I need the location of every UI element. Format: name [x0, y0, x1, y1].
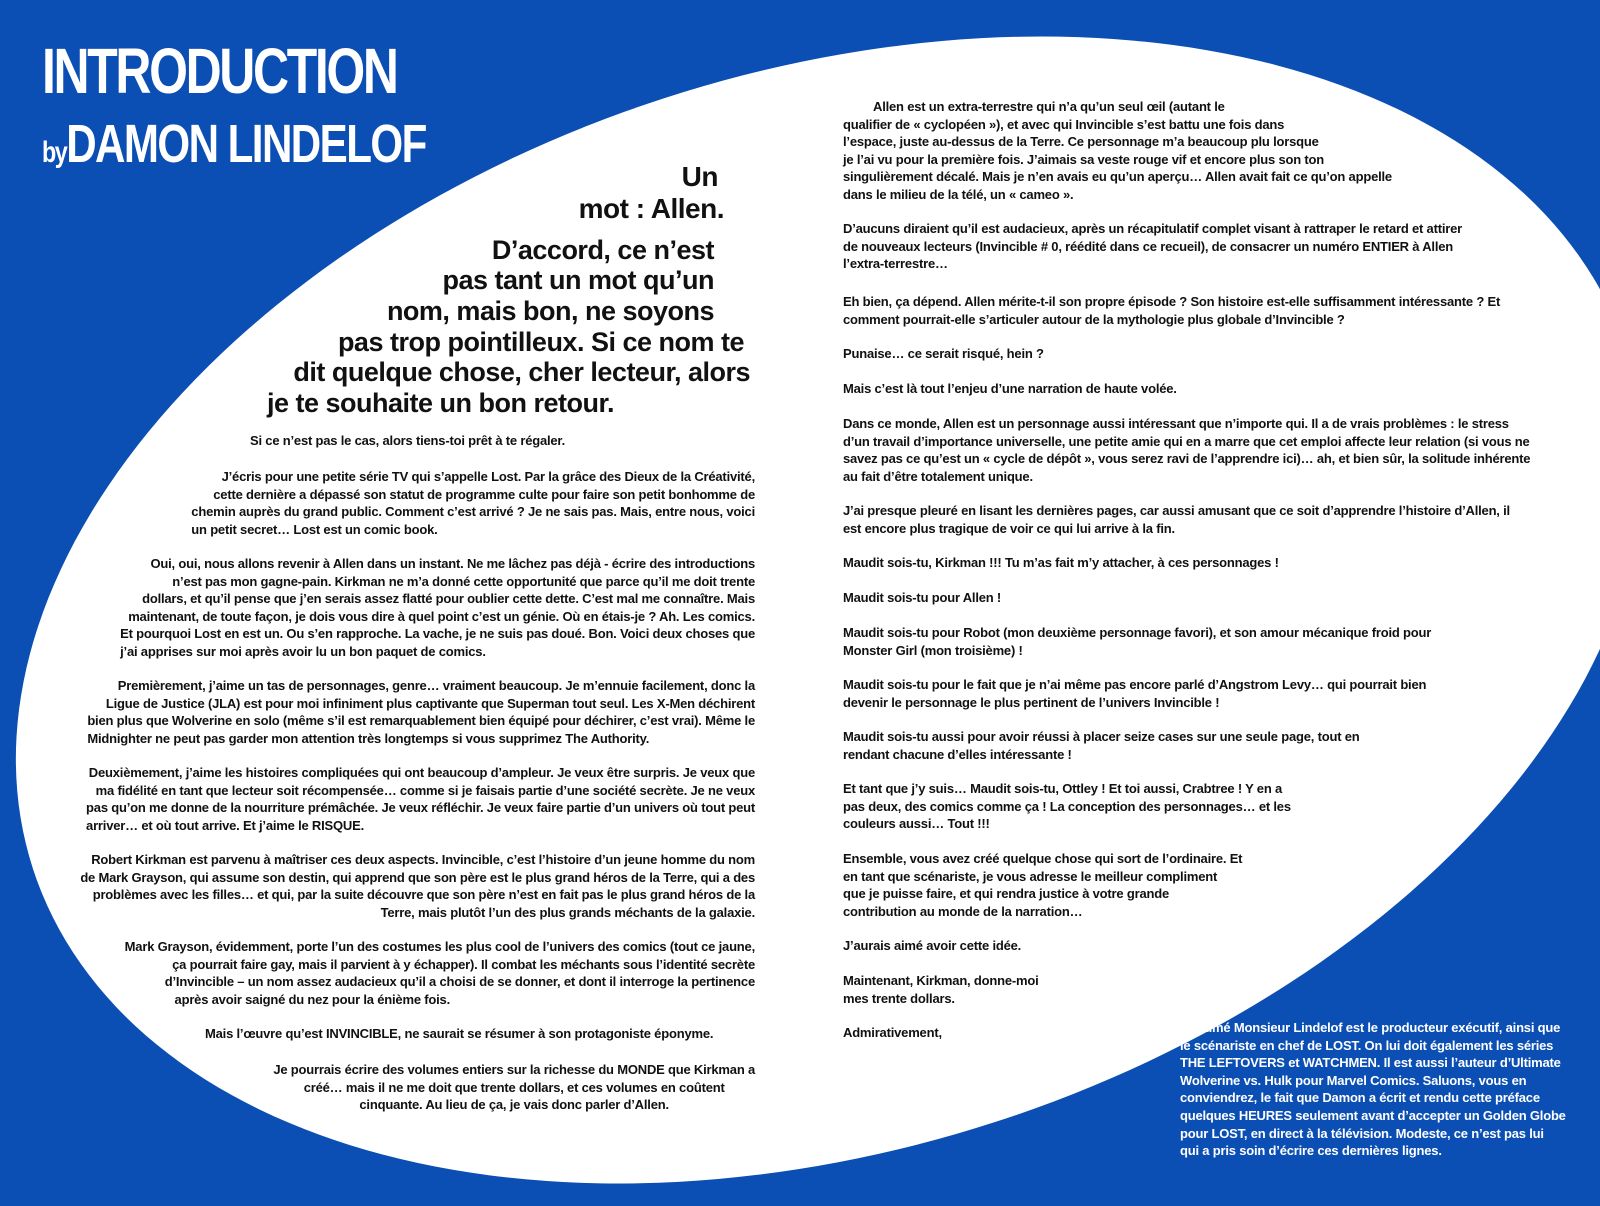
- text-line: J’aurais aimé avoir cette idée.: [843, 938, 1022, 953]
- right-paragraph-3: [843, 293, 1500, 328]
- right-paragraph-5: [843, 380, 1177, 398]
- signature-name: Damon Lindelof: [1180, 975, 1276, 990]
- right-paragraph-9: [843, 589, 1001, 607]
- right-paragraph-14: [843, 850, 1242, 920]
- text-line: problèmes avec les filles… et qui, par la suite découvre que son père n’est en fait pas le plus grand héros de la: [92, 887, 755, 903]
- right-paragraph-13: [843, 780, 1291, 833]
- bio-line: Wolverine vs. Hulk pour Marvel Comics. Saluons, vous en: [1180, 1072, 1527, 1088]
- text-line: comment pourrait-elle s’articuler autour de la mythologie plus globale d’Invincible ?: [843, 311, 1345, 327]
- text-line: pas qu’on me donne de la nourriture prémâchée. Je veux réfléchir. Je veux faire partie d’un univers où tout peut: [86, 800, 755, 816]
- bio-line: quelques HEURES seulement avant d’accepter un Golden Globe: [1180, 1107, 1566, 1123]
- text-line: Mais c’est là tout l’enjeu d’une narration de haute volée.: [843, 381, 1177, 396]
- text-line: n’est pas mon gagne-pain. Kirkman ne m’a donné cette opportunité que parce qu’il me doit trente: [172, 573, 755, 589]
- intro-line: mot : Allen.: [578, 193, 724, 224]
- right-paragraph-4: [843, 345, 1044, 363]
- text-line: Maintenant, Kirkman, donne-moi: [843, 973, 1039, 988]
- text-line: pas deux, des comics comme ça ! La conception des personnages… et les: [843, 798, 1291, 814]
- bio-line: L’estimé Monsieur Lindelof est le producteur exécutif, ainsi que: [1180, 1020, 1561, 1035]
- text-line: au fait d’être totalement unique.: [843, 468, 1033, 484]
- intro-line: pas tant un mot qu’un: [442, 265, 714, 295]
- text-line: dollars, et qu’il pense que j’en serais assez flatté pour oublier cette dette. C’est mal me connaître. Mais: [142, 591, 755, 607]
- text-line: Maudit sois-tu pour le fait que je n’ai même pas encore parlé d’Angstrom Levy… qui pourrait bien: [843, 677, 1427, 692]
- text-line: Maudit sois-tu pour Robot (mon deuxième personnage favori), et son amour mécanique froid pour: [843, 625, 1432, 640]
- right-paragraph-11: [843, 676, 1426, 711]
- text-line: Robert Kirkman est parvenu à maîtriser ces deux aspects. Invincible, c’est l’histoire d’un jeune homme du nom: [91, 852, 755, 867]
- intro-line: dit quelque chose, cher lecteur, alors: [293, 357, 750, 387]
- left-paragraph-8: [205, 1025, 713, 1043]
- text-line: de nouveaux lecteurs (Invincible # 0, réédité dans ce recueil), de consacrer un numéro ENTIER à Allen: [843, 238, 1454, 254]
- text-line: Monster Girl (mon troisième) !: [843, 642, 1023, 658]
- right-paragraph-15: [843, 937, 1021, 955]
- text-line: singulièrement décalé. Mais je n’en avais eu qu’un aperçu… Allen avait fait ce qu’on appelle: [843, 169, 1392, 185]
- intro-line: D’accord, ce n’est: [491, 235, 714, 265]
- text-line: Et pourquoi Lost en est un. Ou s’en rapproche. La vache, je ne suis pas doué. Bon. Voici deux choses que: [120, 626, 755, 642]
- right-paragraph-7: [843, 502, 1510, 537]
- bio-line: qui a pris soin d’écrire ces dernières lignes.: [1180, 1143, 1442, 1159]
- text-line: Dans ce monde, Allen est un personnage aussi intéressant que n’importe qui. Il a de vrais problèmes : le stress: [843, 416, 1509, 431]
- text-line: couleurs aussi… Tout !!!: [843, 816, 990, 832]
- text-line: cette dernière a dépassé son statut de programme culte pour faire son petit bonhomme de: [213, 486, 755, 502]
- text-line: après avoir saigné du nez pour la énième fois.: [174, 991, 450, 1007]
- text-line: l’extra-terrestre…: [843, 256, 948, 272]
- text-line: de Mark Grayson, qui assume son destin, qui apprend que son père est le plus grand héros de la Terre, qui a des: [80, 869, 755, 885]
- signature: [1180, 974, 1275, 1009]
- left-paragraph-4: [87, 677, 755, 747]
- left-paragraph-9: [273, 1061, 755, 1114]
- text-line: D’aucuns diraient qu’il est audacieux, après un récapitulatif complet visant à rattraper le retard et attirer: [843, 221, 1463, 236]
- text-line: Eh bien, ça dépend. Allen mérite-t-il son propre épisode ? Son histoire est-elle suffisamment intéressante ? Et: [843, 294, 1501, 309]
- text-line: chemin auprès du grand public. Comment c’est arrivé ? Je ne sais pas. Mais, entre nous, voici: [191, 504, 755, 520]
- text-line: ça pourrait faire gay, mais il parvient à y échapper). Il combat les méchants sous l’identité secrète: [172, 956, 755, 972]
- right-paragraph-6: [843, 415, 1530, 485]
- text-line: rendant chacune d’elles intéressante !: [843, 746, 1072, 762]
- right-paragraph-16: [843, 972, 1039, 1007]
- text-line: bien plus que Wolverine en solo (même s’il est remarquablement bien équipé pour déchirer, c’est vrai). Même le: [87, 713, 755, 729]
- text-line: dans le milieu de la télé, un « cameo ».: [843, 186, 1074, 202]
- right-paragraph-10: [843, 624, 1431, 659]
- bio-line: pour LOST, en direct à la télévision. Modeste, ce n’est pas lui: [1180, 1125, 1544, 1141]
- text-line: Maudit sois-tu pour Allen !: [843, 590, 1002, 605]
- byline-by: by: [42, 136, 67, 169]
- text-line: Midnighter ne peut pas garder mon attention très longtemps si vous supprimez The Authority.: [87, 730, 650, 746]
- text-line: l’espace, juste au-dessus de la Terre. Ce personnage m’a beaucoup plu lorsque: [843, 134, 1319, 150]
- text-line: Oui, oui, nous allons revenir à Allen dans un instant. Ne me lâchez pas déjà - écrire des introductions: [150, 556, 755, 571]
- left-paragraph-7: [125, 938, 755, 1008]
- intro-line: je te souhaite un bon retour.: [266, 388, 614, 418]
- signature-date: Janvier 2006: [1180, 992, 1256, 1008]
- text-line: devenir le personnage le plus pertinent de l’univers Invincible !: [843, 694, 1220, 710]
- text-line: Mark Grayson, évidemment, porte l’un des costumes les plus cool de l’univers des comics (tout ce jaune,: [124, 939, 755, 954]
- bio-line: THE LEFTOVERS et WATCHMEN. Il est aussi l’auteur d’Ultimate: [1180, 1055, 1561, 1071]
- text-line: un petit secret… Lost est un comic book.: [191, 521, 438, 537]
- byline: [42, 114, 426, 174]
- text-line: Si ce n’est pas le cas, alors tiens-toi prêt à te régaler.: [250, 433, 565, 448]
- text-line: Et tant que j’y suis… Maudit sois-tu, Ottley ! Et toi aussi, Crabtree ! Y en a: [843, 781, 1283, 796]
- author-name: DAMON LINDELOF: [66, 114, 426, 174]
- text-line: d’Invincible – un nom assez audacieux qu’il a choisi de se donner, et dont il interroge la pertinence: [164, 974, 755, 990]
- text-line: savez pas ce qu’est un « cycle de dépôt », vous serez ravi de l’apprendre ici)… ah, et bien sûr, la solitude inhérente: [843, 451, 1531, 467]
- bio-line: le scénariste en chef de LOST. On lui doit également les séries: [1180, 1037, 1554, 1053]
- left-paragraph-1: [250, 432, 565, 450]
- intro-line: Un: [681, 161, 718, 192]
- text-line: Punaise… ce serait risqué, hein ?: [843, 346, 1044, 361]
- author-bio: [1180, 1019, 1566, 1160]
- text-line: Admirativement,: [843, 1025, 942, 1040]
- intro-line: nom, mais bon, ne soyons: [386, 296, 714, 326]
- text-line: maintenant, de toute façon, je dois vous dire à quel point c’est un génie. Où en étais-je ? Ah. Les comics.: [128, 608, 755, 624]
- text-line: créé… mais il ne me doit que trente dollars, et ces volumes en coûtent: [303, 1079, 725, 1095]
- text-line: Allen est un extra-terrestre qui n’a qu’un seul œil (autant le: [873, 99, 1225, 114]
- text-line: qualifier de « cyclopéen »), et avec qui Invincible s’est battu une fois dans: [843, 116, 1285, 132]
- text-line: Je pourrais écrire des volumes entiers sur la richesse du MONDE que Kirkman a: [273, 1062, 755, 1077]
- text-line: contribution au monde de la narration…: [843, 903, 1083, 919]
- text-line: d’un travail d’importance universelle, une petite amie qui en a marre que cet emploi affecte leur relation (si vous ne: [843, 433, 1530, 449]
- text-line: Premièrement, j’aime un tas de personnages, genre… vraiment beaucoup. Je m’ennuie facilement, donc la: [117, 678, 755, 693]
- text-line: ma fidélité en tant que lecteur soit récompensée… comme si je faisais partie d’une société secrète. Je ne veux: [95, 782, 755, 798]
- text-line: Ligue de Justice (JLA) est pour moi infiniment plus captivante que Superman tout seul. Les X-Men déchirent: [105, 695, 755, 711]
- text-line: je l’ai vu pour la première fois. J’aimais sa veste rouge vif et encore plus son ton: [843, 151, 1324, 167]
- text-line: que je puisse faire, et qui rendra justice à votre grande: [843, 886, 1169, 902]
- text-line: j’ai apprises sur moi après avoir lu un bon paquet de comics.: [120, 643, 486, 659]
- text-line: cinquante. Au lieu de ça, je vais donc parler d’Allen.: [359, 1097, 669, 1113]
- text-line: J’écris pour une petite série TV qui s’appelle Lost. Par la grâce des Dieux de la Créativité,: [221, 469, 755, 484]
- right-paragraph-17: [843, 1024, 942, 1042]
- text-line: Ensemble, vous avez créé quelque chose qui sort de l’ordinaire. Et: [843, 851, 1243, 866]
- text-line: Mais l’œuvre qu’est INVINCIBLE, ne saurait se résumer à son protagoniste éponyme.: [205, 1026, 714, 1041]
- left-paragraph-3: [120, 555, 755, 661]
- intro-line: pas trop pointilleux. Si ce nom te: [337, 327, 744, 357]
- right-paragraph-12: [843, 728, 1360, 763]
- text-line: J’ai presque pleuré en lisant les dernières pages, car aussi amusant que ce soit d’apprendre l’histoire d’Allen, il: [843, 503, 1510, 518]
- text-line: Maudit sois-tu, Kirkman !!! Tu m’as fait m’y attacher, à ces personnages !: [843, 555, 1279, 570]
- left-paragraph-6: [80, 851, 755, 921]
- text-line: Deuxièmement, j’aime les histoires compliquées qui ont beaucoup d’ampleur. Je veux être surpris. Je veux que: [88, 765, 755, 780]
- right-paragraph-1: [843, 98, 1392, 204]
- left-paragraph-5: [86, 764, 755, 834]
- left-paragraph-2: [191, 468, 755, 538]
- bio-line: conviendrez, le fait que Damon a écrit et rendu cette préface: [1180, 1090, 1540, 1106]
- right-paragraph-8: [843, 554, 1279, 572]
- right-paragraph-2: [843, 220, 1462, 273]
- text-line: en tant que scénariste, je vous adresse le meilleur compliment: [843, 868, 1218, 884]
- text-line: est encore plus tragique de voir ce qui lui arrive à la fin.: [843, 520, 1175, 536]
- text-line: arriver… et où tout arrive. Et j’aime le RISQUE.: [86, 817, 364, 833]
- text-line: Maudit sois-tu aussi pour avoir réussi à placer seize cases sur une seule page, tout en: [843, 729, 1360, 744]
- text-line: Terre, mais plutôt l’un des plus grands méchants de la galaxie.: [380, 904, 755, 920]
- text-line: mes trente dollars.: [843, 990, 955, 1006]
- page-title: INTRODUCTION: [42, 35, 397, 107]
